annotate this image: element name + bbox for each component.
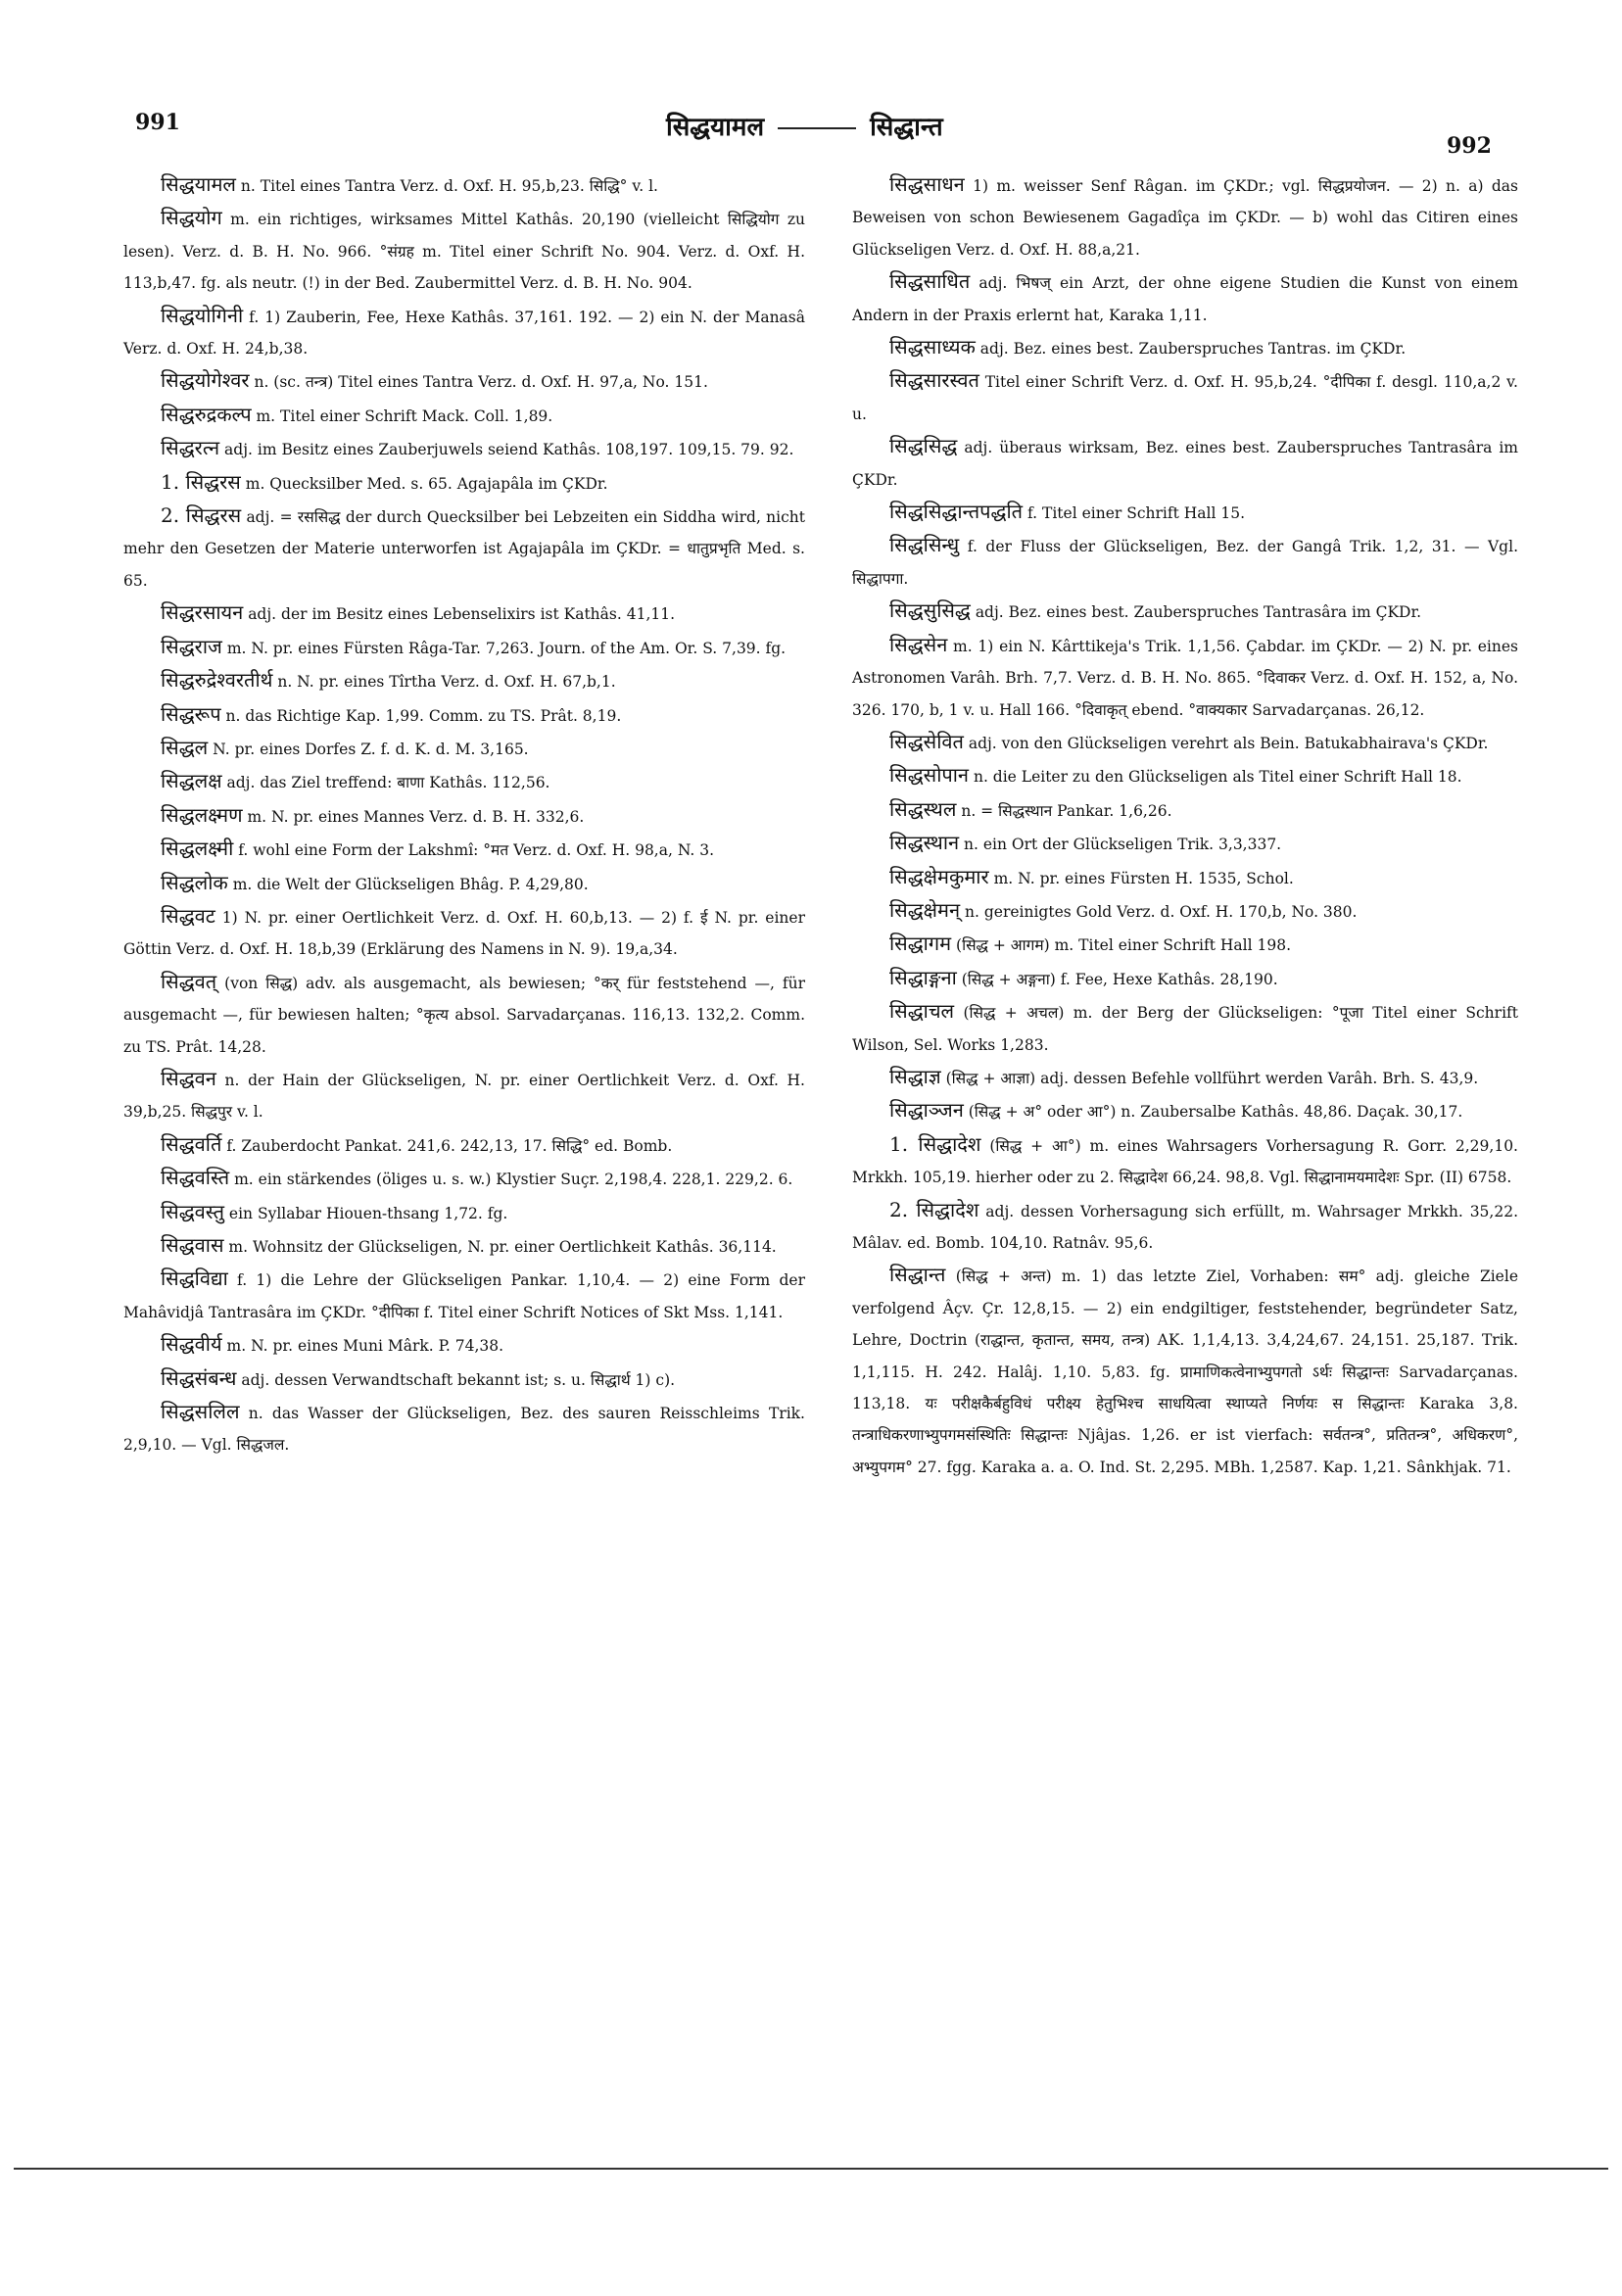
entry-headword: सिद्धरूप [161,701,221,726]
entry-headword: सिद्धाज्ञ [889,1064,941,1088]
entry-definition: (सिद्ध + आज्ञा) adj. dessen Befehle vollführt werden Varâh. Brh. S. 43,9. [940,1069,1479,1087]
entry-headword: सिद्धरसायन [161,600,244,625]
page-number-right: 992 [1447,133,1492,159]
dictionary-entry [123,1363,805,1396]
dictionary-entry [852,962,1518,995]
dictionary-entry [852,265,1518,331]
entry-headword: सिद्धलक्ष्मी [161,837,234,861]
entry-headword: सिद्धसलिल [161,1400,240,1424]
entry-headword: सिद्धसेन [889,632,948,656]
dictionary-entry [123,466,805,500]
entry-definition: adj. dessen Vorhersagung sich erfüllt, m. Wahrsager Mrkkh. 35,22. Mâlav. ed. Bomb. 104,10. Ratnâv. 95,6. [852,1202,1518,1252]
entry-definition: adj. = रससिद्ध der durch Quecksilber bei Lebzeiten ein Siddha wird, nicht mehr den Gesetzen der Materie unterworfen ist Agajapâla im ÇKDr. = धातुप्रभृति Med. s. 65. [123,508,805,590]
entry-definition: n. ein Ort der Glückseligen Trik. 3,3,337. [959,836,1282,854]
dictionary-entry [123,1229,805,1263]
entry-headword: सिद्धरुद्रकल्प [161,402,252,426]
entry-headword: सिद्धविद्या [161,1267,228,1291]
entry-headword: सिद्धवीर्य [161,1332,222,1357]
entry-definition: f. 1) die Lehre der Glückseligen Pankar. 1,10,4. — 2) eine Form der Mahâvidjâ Tantrasâra im ÇKDr. °दीपिका f. Titel einer Schrift Notices of Skt Mss. 1,141. [123,1271,805,1321]
dictionary-entry [852,430,1518,496]
entry-definition: n. der Hain der Glückseligen, N. pr. einer Oertlichkeit Verz. d. Oxf. H. 39,b,25. सिद्धपुर v. l. [123,1071,805,1122]
dictionary-entry [123,698,805,732]
entry-headword: सिद्धलक्ष्मण [161,802,243,827]
dictionary-entry [123,765,805,798]
entry-definition: 1) N. pr. einer Oertlichkeit Verz. d. Oxf. H. 60,b,13. — 2) f. ई N. pr. einer Göttin Verz. d. Oxf. H. 18,b,39 (Erklärung des Namens in N. 9). 19,a,34. [123,908,805,959]
dictionary-entry [123,799,805,833]
entry-definition: m. N. pr. eines Fürsten Râga-Tar. 7,263. Journ. of the Am. Or. S. 7,39. fg. [221,639,787,657]
entry-definition: m. N. pr. eines Mannes Verz. d. B. H. 332,6. [242,807,585,826]
entry-definition: n. das Richtige Kap. 1,99. Comm. zu TS. Prât. 8,19. [220,706,622,725]
entry-definition: f. der Fluss der Glückseligen, Bez. der Gangâ Trik. 1,2, 31. — Vgl. सिद्धापगा. [852,538,1518,588]
entry-definition: (सिद्ध + अचल) m. der Berg der Glückseligen: °पूजा Titel einer Schrift Wilson, Sel. Works 1,283. [852,1004,1518,1054]
entry-headword: सिद्धान्त [889,1263,946,1287]
dictionary-entry [852,861,1518,894]
entry-headword: सिद्धसिद्धान्तपद्धति [889,500,1024,524]
entry-definition: n. (sc. तन्त्र) Titel eines Tantra Verz. d. Oxf. H. 97,a, No. 151. [249,373,708,392]
entry-definition: adj. भिषज् ein Arzt, der ohne eigene Studien die Kunst von einem Andern in der Praxis erlernt hat, Karaka 1,11. [852,274,1518,324]
dictionary-entry [852,529,1518,595]
entry-headword: सिद्धवत् [161,969,217,993]
entry-headword: सिद्धसोपान [889,763,970,788]
dictionary-entry [123,1396,805,1461]
dictionary-entry [852,595,1518,628]
dictionary-entry [123,202,805,299]
entry-definition: m. Wohnsitz der Glückseligen, N. pr. einer Oertlichkeit Kathâs. 36,114. [223,1238,777,1256]
entry-definition: m. ein richtiges, wirksames Mittel Kathâs. 20,190 (vielleicht सिद्धियोग zu lesen). Verz. d. B. H. No. 966. °संग्रह m. Titel einer Schrift No. 904. Verz. d. Oxf. H. 113,b,47. fg. als neutr. (!) in der Bed. Zaubermittel Verz. d. B. H. No. 904. [123,211,805,293]
dictionary-entry [123,500,805,597]
entry-definition: Titel einer Schrift Verz. d. Oxf. H. 95,b,24. °दीपिका f. desgl. 110,a,2 v. u. [852,373,1518,423]
dictionary-entry [123,1128,805,1162]
dictionary-entry [852,928,1518,961]
running-head-left: सिद्धयामल [666,113,765,142]
entry-definition: (von सिद्ध) adv. als ausgemacht, als bewiesen; °कर् für feststehend —, für ausgemacht —, für bewiesen halten; °कृत्य absol. Sarvadarçanas. 116,13. 132,2. Comm. zu TS. Prât. 14,28. [123,974,805,1056]
entry-definition: (सिद्ध + अङ्गना) f. Fee, Hexe Kathâs. 28,190. [956,970,1278,988]
entry-definition: m. N. pr. eines Muni Mârk. P. 74,38. [221,1337,504,1356]
dictionary-entry [123,1162,805,1195]
entry-headword: सिद्धस्थान [889,831,960,855]
dictionary-entry [123,168,805,202]
entry-definition: f. 1) Zauberin, Fee, Hexe Kathâs. 37,161. 192. — 2) ein N. der Manasâ Verz. d. Oxf. H. 24,b,38. [123,308,805,359]
entry-headword: सिद्धसेवित [889,729,964,753]
entry-definition: m. ein stärkendes (öliges u. s. w.) Klystier Suçr. 2,198,4. 228,1. 229,2. 6. [229,1171,793,1189]
dictionary-entry [123,732,805,765]
entry-definition: n. = सिद्धस्थान Pankar. 1,6,26. [956,801,1172,820]
entry-headword: सिद्धवन [161,1066,216,1090]
entry-headword: सिद्धसाध्यक [889,335,976,359]
dictionary-entry [852,995,1518,1061]
running-head [666,108,943,143]
running-head-right: सिद्धान्त [870,113,943,142]
entry-headword: सिद्धसाधन [889,172,965,196]
entry-headword: सिद्धरत्न [161,436,220,460]
entry-headword: सिद्धाञ्जन [889,1098,964,1123]
dictionary-entry [123,900,805,966]
entry-definition: m. Titel einer Schrift Mack. Coll. 1,89. [251,407,553,425]
entry-definition: (सिद्ध + आगम) m. Titel einer Schrift Hall 198. [951,936,1292,955]
entry-headword: सिद्धसाधित [889,269,971,294]
entry-headword: सिद्धयोगेश्वर [161,368,250,393]
entry-definition: (सिद्ध + अन्त) m. 1) das letzte Ziel, Vorhaben: सम° adj. gleiche Ziele verfolgend Âçv. Çr. 12,8,15. — 2) ein endgiltiger, feststehender, begründeter Satz, Lehre, Doctrin (राद्धान्त, कृतान्त, समय, तन्त्र) AK. 1,1,4,13. 3,4,24,67. 24,151. 25,187. Trik. 1,1,115. H. 242. Halâj. 1,10. 5,83. fg. प्रामाणिकत्वेनाभ्युपगतो ऽर्थः सिद्धान्तः Sarvadarçanas. 113,18. यः परीक्षकैर्बहुविधं परीक्ष्य हेतुभिश्च साधयित्वा स्थाप्यते निर्णयः स सिद्धान्तः Karaka 3,8. तन्त्राधिकरणाभ्युपगमसंस्थितिः सिद्धान्तः Njâjas. 1,26. er ist vierfach: सर्वतन्त्र°, प्रतितन्त्र°, अधिकरण°, अभ्युपगम° 27. fgg. Karaka a. a. O. Ind. St. 2,295. MBh. 1,2587. Kap. 1,21. Sânkhjak. 71. [852,1268,1518,1476]
dictionary-entry [123,1328,805,1362]
entry-headword: सिद्धाङ्गना [889,965,957,989]
dictionary-entry [123,597,805,630]
entry-definition: f. Zauberdocht Pankat. 241,6. 242,13, 17. सिद्धि° ed. Bomb. [221,1136,673,1155]
dictionary-entry [852,793,1518,827]
entry-definition: n. N. pr. eines Tîrtha Verz. d. Oxf. H. 67,b,1. [272,673,616,692]
entry-definition: adj. Bez. eines best. Zauberspruches Tantrasâra im ÇKDr. [970,603,1422,622]
entry-definition: adj. das Ziel treffend: बाणा Kathâs. 112,56. [221,774,550,792]
dictionary-entry [852,331,1518,364]
entry-headword: सिद्धराज [161,634,222,658]
entry-definition: n. das Wasser der Glückseligen, Bez. des sauren Reisschleims Trik. 2,9,10. — Vgl. सिद्धजल. [123,1405,805,1455]
entry-headword: सिद्धयोगिनी [161,303,244,327]
dictionary-entry [123,1263,805,1328]
entry-definition: ein Syllabar Hiouen-thsang 1,72. fg. [223,1204,508,1222]
dictionary-entry [123,1063,805,1128]
dictionary-entry [852,1194,1518,1260]
entry-headword: सिद्धसुसिद्ध [889,598,971,623]
dictionary-entry [852,1259,1518,1483]
entry-definition: m. die Welt der Glückseligen Bhâg. P. 4,29,80. [227,875,589,893]
dictionary-entry [123,432,805,465]
entry-definition: adj. überaus wirksam, Bez. eines best. Zauberspruches Tantrasâra im ÇKDr. [852,439,1518,489]
page-number-left: 991 [135,110,180,135]
entry-headword: सिद्धसारस्वत [889,368,979,393]
entry-headword: सिद्धागम [889,932,952,956]
dictionary-entry [852,827,1518,860]
entry-definition: f. wohl eine Form der Lakshmî: °मत Verz. d. Oxf. H. 98,a, N. 3. [233,841,715,860]
dictionary-entry [123,300,805,365]
entry-headword: सिद्धसिद्ध [889,434,958,458]
dictionary-entry [852,1061,1518,1094]
entry-headword: सिद्धक्षेमन् [889,897,961,922]
dictionary-entry [852,894,1518,928]
entry-headword: 2. सिद्धरस [161,503,242,528]
dictionary-entry [852,496,1518,529]
entry-headword: सिद्धवर्ति [161,1131,222,1156]
entry-headword: सिद्धक्षेमकुमार [889,864,989,888]
entry-headword: सिद्धवट [161,903,215,928]
entry-headword: सिद्धयोग [161,206,222,230]
dictionary-entry [852,629,1518,726]
left-column [123,168,805,1461]
dictionary-entry [123,833,805,866]
entry-definition: n. die Leiter zu den Glückseligen als Titel einer Schrift Hall 18. [969,768,1462,787]
entry-definition: m. N. pr. eines Fürsten H. 1535, Schol. [988,869,1294,887]
entry-headword: सिद्धवस्ति [161,1166,230,1190]
entry-definition: 1) m. weisser Senf Râgan. im ÇKDr.; vgl. सिद्धप्रयोजन. — 2) n. a) das Beweisen von schon Bewiesenem Gagadîça im ÇKDr. — b) wohl das Citiren eines Glückseligen Verz. d. Oxf. H. 88,a,21. [852,177,1518,259]
entry-definition: m. 1) ein N. Kârttikeja's Trik. 1,1,56. Çabdar. im ÇKDr. — 2) N. pr. eines Astronomen Varâh. Brh. 7,7. Verz. d. B. H. No. 865. °दिवाकर Verz. d. Oxf. H. 152, a, No. 326. 170, b, 1 v. u. Hall 166. °दिवाकृत् ebend. °वाक्यकार Sarvadarçanas. 26,12. [852,637,1518,719]
entry-headword: सिद्धलोक [161,870,228,894]
entry-definition: m. Quecksilber Med. s. 65. Agajapâla im ÇKDr. [240,474,608,493]
entry-definition: f. Titel einer Schrift Hall 15. [1023,504,1245,523]
right-column [852,168,1518,1483]
dictionary-entry [852,1128,1518,1194]
entry-headword: सिद्धयामल [161,172,236,196]
entry-definition: n. Titel eines Tantra Verz. d. Oxf. H. 95,b,23. सिद्धि° v. l. [235,177,658,195]
entry-headword: 1. सिद्धरस [161,469,241,494]
entry-headword: सिद्धस्थल [889,796,957,821]
entry-definition: (सिद्ध + आ°) m. eines Wahrsagers Vorhersagung R. Gorr. 2,29,10. Mrkkh. 105,19. hierher oder zu 2. सिद्धादेश 66,24. 98,8. Vgl. सिद्धानामयमादेशः Spr. (II) 6758. [852,1136,1518,1187]
dictionary-entry [123,966,805,1063]
entry-headword: सिद्धल [161,735,209,759]
entry-headword: सिद्धरुद्रेश्वरतीर्थ [161,668,273,693]
entry-definition: adj. im Besitz eines Zauberjuwels seiend Kathâs. 108,197. 109,15. 79. 92. [219,441,794,459]
entry-headword: 2. सिद्धादेश [889,1197,979,1221]
dictionary-entry [123,364,805,398]
entry-headword: 1. सिद्धादेश [889,1131,981,1156]
dictionary-entry [123,867,805,900]
entry-headword: सिद्धसंबन्ध [161,1365,237,1390]
dictionary-entry [852,1094,1518,1127]
entry-definition: N. pr. eines Dorfes Z. f. d. K. d. M. 3,165. [208,740,529,758]
entry-headword: सिद्धाचल [889,999,955,1024]
entry-definition: n. gereinigtes Gold Verz. d. Oxf. H. 170,b, No. 380. [960,902,1358,921]
entry-headword: सिद्धवस्तु [161,1199,224,1223]
dictionary-entry [123,631,805,664]
running-head-dash [778,127,856,129]
dictionary-entry [123,399,805,432]
entry-definition: adj. von den Glückseligen verehrt als Bein. Batukabhairava's ÇKDr. [963,734,1489,752]
dictionary-entry [852,168,1518,265]
entry-headword: सिद्धवास [161,1233,224,1257]
dictionary-entry [123,1196,805,1229]
entry-definition: adj. der im Besitz eines Lebenselixirs ist Kathâs. 41,11. [243,605,676,624]
entry-headword: सिद्धलक्ष [161,769,222,793]
dictionary-entry [852,726,1518,759]
entry-headword: सिद्धसिन्धु [889,533,960,557]
bottom-rule [14,2168,1608,2170]
entry-definition: adj. dessen Verwandtschaft bekannt ist; s. u. सिद्धार्थ 1) c). [236,1370,676,1389]
dictionary-entry [852,759,1518,792]
dictionary-entry [123,664,805,697]
entry-definition: (सिद्ध + अ° oder आ°) n. Zaubersalbe Kathâs. 48,86. Daçak. 30,17. [963,1103,1463,1122]
entry-definition: adj. Bez. eines best. Zauberspruches Tantras. im ÇKDr. [975,340,1407,359]
dictionary-entry [852,364,1518,430]
